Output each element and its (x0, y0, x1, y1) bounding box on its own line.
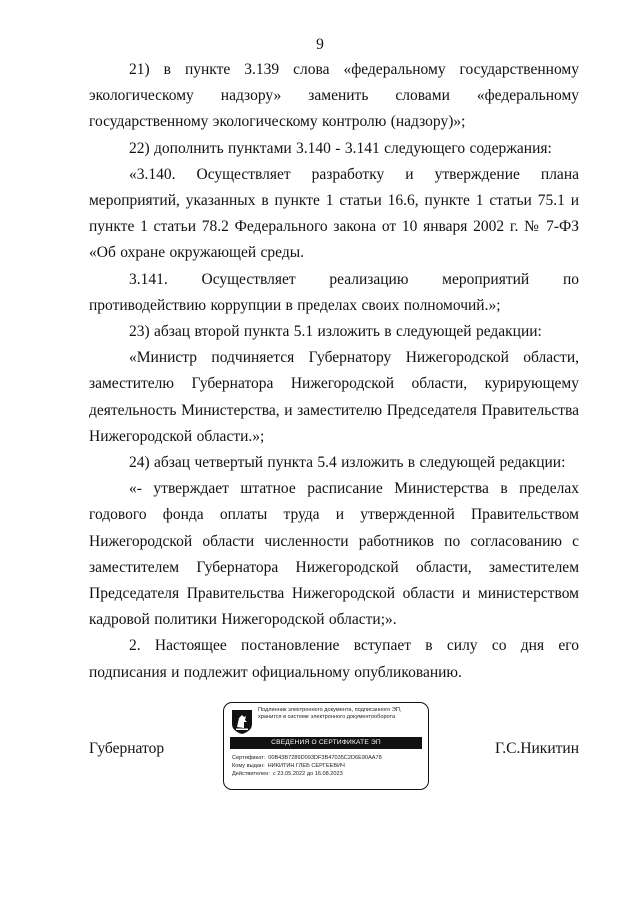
certificate-validity-row (232, 770, 424, 778)
electronic-signature-stamp (223, 702, 429, 790)
certificate-owner-label: Кому выдан: (232, 763, 265, 769)
certificate-serial-row (232, 754, 424, 762)
document-body (89, 57, 579, 686)
certificate-validity-label: Действителен: (232, 771, 270, 777)
certificate-serial-label: Сертификат: (232, 755, 266, 761)
paragraph-item-22: 22) дополнить пунктами 3.140 - 3.141 следующего содержания: (129, 139, 552, 157)
certificate-serial-value: 00B43B7289D093DF3B47035C2D6E90AA78 (268, 755, 382, 761)
signature-block (89, 702, 579, 794)
certificate-owner-value: НИКИТИН ГЛЕБ СЕРГЕЕВИЧ (267, 763, 345, 769)
signer-name: Г.С.Никитин (495, 740, 579, 757)
stamp-details (232, 754, 424, 778)
paragraph-minister-subordination: «Министр подчиняется Губернатору Нижегородской области, заместителю Губернатора Нижегородской области, курирующему деятельность Министерства, и заместителю Председателя Правительства Нижегородской области.»; (89, 349, 579, 445)
certificate-owner-row (232, 762, 424, 770)
paragraph-clause-3-140: «3.140. Осуществляет разработку и утверждение плана мероприятий, указанных в пункте 1 статьи 16.6, пункте 1 статьи 75.1 и пункте 1 статьи 78.2 Федерального закона от 10 января 2002 г. № 7-ФЗ «Об охране окружающей среды. (89, 165, 579, 262)
stamp-banner: СВЕДЕНИЯ О СЕРТИФИКАТЕ ЭП (230, 737, 422, 749)
signer-title: Губернатор (89, 740, 165, 757)
paragraph-clause-3-141: 3.141. Осуществляет реализацию мероприятий по противодействию коррупции в пределах своих полномочий.»; (89, 270, 579, 314)
paragraph-item-21: 21) в пункте 3.139 слова «федеральному государственному экологическому надзору» заменить словами «федеральному государственному экологическому контролю (надзору)»; (89, 61, 579, 131)
paragraph-item-23: 23) абзац второй пункта 5.1 изложить в следующей редакции: (129, 323, 542, 341)
certificate-validity-value: с 23.05.2022 до 16.08.2023 (272, 771, 343, 777)
coat-of-arms-icon (231, 709, 253, 735)
paragraph-staff-schedule: «- утверждает штатное расписание Министерства в пределах годового фонда оплаты труда и утвержденной Правительством Нижегородской области численности работников по согласованию с заместителем Губернатора Нижегородской области, заместителем Председателя Правительства Нижегородской области и министерством кадровой политики Нижегородской области;». (89, 480, 579, 629)
page-number: 9 (316, 36, 324, 53)
stamp-note: Подлинник электронного документа, подписанного ЭП, хранится в системе электронного документооборота (258, 707, 402, 721)
paragraph-item-24: 24) абзац четвертый пункта 5.4 изложить в следующей редакции: (129, 454, 566, 472)
paragraph-effective-date: 2. Настоящее постановление вступает в силу со дня его подписания и подлежит официальному опубликованию. (89, 637, 579, 681)
